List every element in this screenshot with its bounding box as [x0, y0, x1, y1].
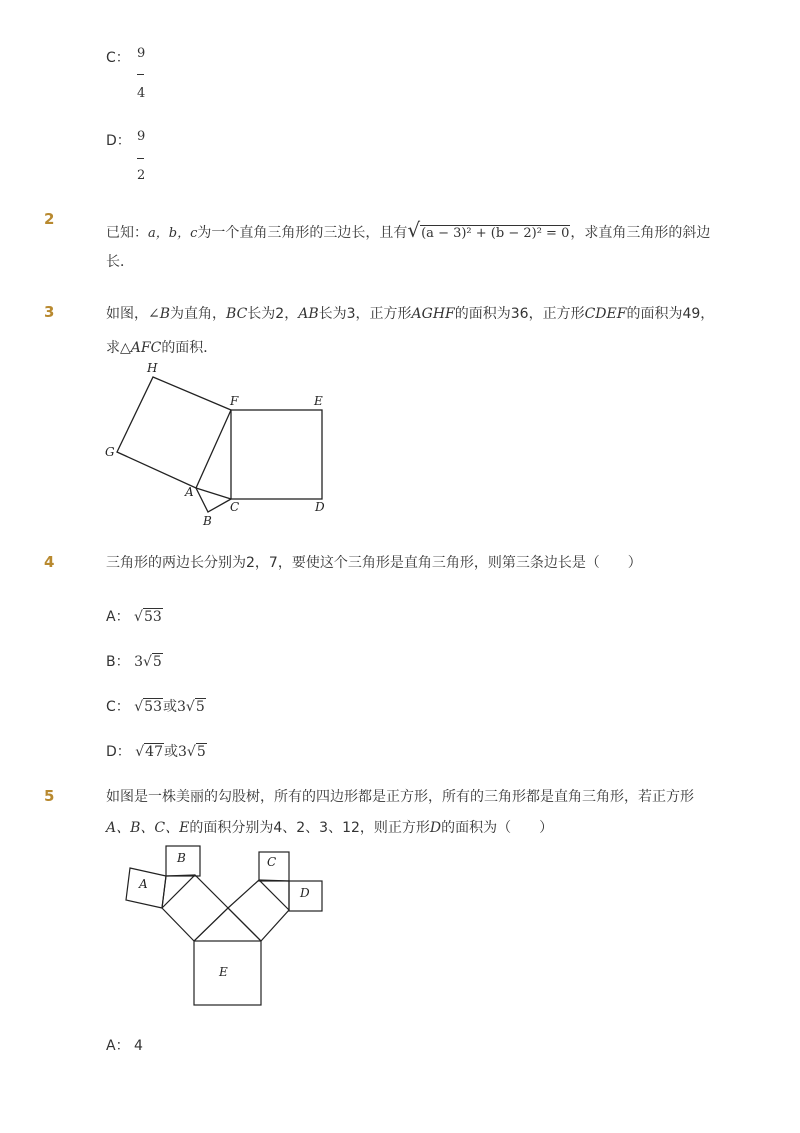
- option-label: D：: [106, 744, 131, 760]
- label-b: B: [203, 514, 212, 528]
- square-agfh: [117, 377, 231, 488]
- sqrt-sign-icon: √: [134, 609, 143, 625]
- option-label: A：: [106, 609, 130, 625]
- math-bc: BC: [226, 306, 248, 322]
- radicand: 5: [196, 744, 206, 760]
- radicand: 53: [144, 699, 162, 715]
- question-text-line2: [106, 818, 553, 838]
- text: 的面积分别为4、2、3、12，则正方形: [189, 820, 430, 836]
- text: 如图，: [106, 306, 148, 322]
- math-triangle: △AFC: [120, 340, 162, 356]
- label-tree-e: E: [219, 965, 228, 979]
- label-a: A: [185, 485, 194, 499]
- conjunction: 或: [163, 744, 178, 760]
- label-d: D: [315, 500, 325, 514]
- label-f: F: [230, 394, 239, 408]
- question-number: 4: [44, 553, 55, 571]
- option-label: B：: [106, 654, 130, 670]
- math-expression: (a − 3)² + (b − 2)² = 0: [421, 226, 570, 241]
- math-vars: a，b，c: [148, 226, 198, 241]
- label-tree-b: B: [177, 851, 186, 865]
- option-b[interactable]: [106, 651, 163, 671]
- math-cdef: CDEF: [584, 306, 627, 322]
- option-a[interactable]: [106, 606, 163, 626]
- text: 的面积为49，: [626, 306, 715, 322]
- fraction-numerator: 9: [137, 129, 146, 144]
- radicand: 5: [152, 654, 162, 670]
- question-text: 三角形的两边长分别为2，7，要使这个三角形是直角三角形，则第三条边长是（ ）: [106, 555, 642, 571]
- sqrt-sign-icon: √: [142, 654, 152, 670]
- sqrt-sign-icon: √: [135, 744, 145, 760]
- option-label: A：: [106, 1038, 130, 1054]
- question-text-line2: 长．: [106, 254, 134, 270]
- sqrt-sign-icon: √: [407, 218, 421, 242]
- option-d[interactable]: [106, 741, 207, 761]
- label-tree-c: C: [267, 855, 277, 869]
- radicand: 47: [145, 744, 163, 760]
- label-g: G: [105, 445, 115, 459]
- label-c: C: [230, 500, 240, 514]
- question-number: 5: [44, 787, 55, 805]
- coef: 3: [176, 699, 186, 715]
- math-angle: ∠B: [148, 306, 171, 322]
- coef: 3: [177, 744, 187, 760]
- math-vars: A、B、C、E: [106, 820, 190, 836]
- square-right-mid: [228, 880, 289, 941]
- triangle-top-e: [194, 908, 261, 941]
- math-d: D: [429, 820, 442, 836]
- question-number: 2: [44, 210, 55, 228]
- text-suffix: ，求直角三角形的斜边: [570, 225, 711, 241]
- sqrt-sign-icon: √: [185, 699, 195, 715]
- triangle-abc: [196, 488, 231, 512]
- option-a[interactable]: [106, 1035, 143, 1055]
- coef: 3: [134, 654, 143, 670]
- text: 求: [106, 340, 120, 356]
- sqrt-sign-icon: √: [186, 744, 196, 760]
- square-left-mid: [162, 875, 228, 941]
- label-tree-d: D: [300, 886, 310, 900]
- fraction-denominator: 2: [137, 168, 146, 183]
- option-c[interactable]: [106, 696, 206, 716]
- text: 的面积为（ ）: [441, 820, 554, 836]
- text: 长为2，: [247, 306, 299, 322]
- text: 长为3，正方形: [318, 306, 412, 322]
- text-prefix: 已知：: [106, 225, 148, 241]
- fraction-denominator: 4: [137, 86, 146, 101]
- square-cdef: [231, 410, 322, 499]
- radicand: 5: [195, 699, 205, 715]
- text-mid: 为一个直角三角形的三边长，且有: [197, 225, 408, 241]
- option-label: D：: [106, 133, 131, 149]
- text: 的面积为36，正方形: [454, 306, 585, 322]
- question-number: 3: [44, 303, 55, 321]
- label-tree-a: A: [139, 877, 148, 891]
- text: 为直角，: [170, 306, 227, 322]
- label-e: E: [314, 394, 323, 408]
- option-label: C：: [106, 699, 130, 715]
- text: 的面积．: [161, 340, 218, 356]
- fraction-numerator: 9: [137, 46, 146, 61]
- radicand: 53: [143, 609, 162, 625]
- option-label: C：: [106, 50, 130, 66]
- label-h: H: [147, 361, 158, 375]
- question-text: 如图是一株美丽的勾股树，所有的四边形都是正方形，所有的三角形都是直角三角形，若正方形: [106, 789, 694, 805]
- sqrt-sign-icon: √: [134, 699, 144, 715]
- math-agfh: AGHF: [411, 306, 455, 322]
- conjunction: 或: [162, 699, 177, 715]
- option-value: 4: [134, 1038, 143, 1054]
- math-ab: AB: [298, 306, 319, 322]
